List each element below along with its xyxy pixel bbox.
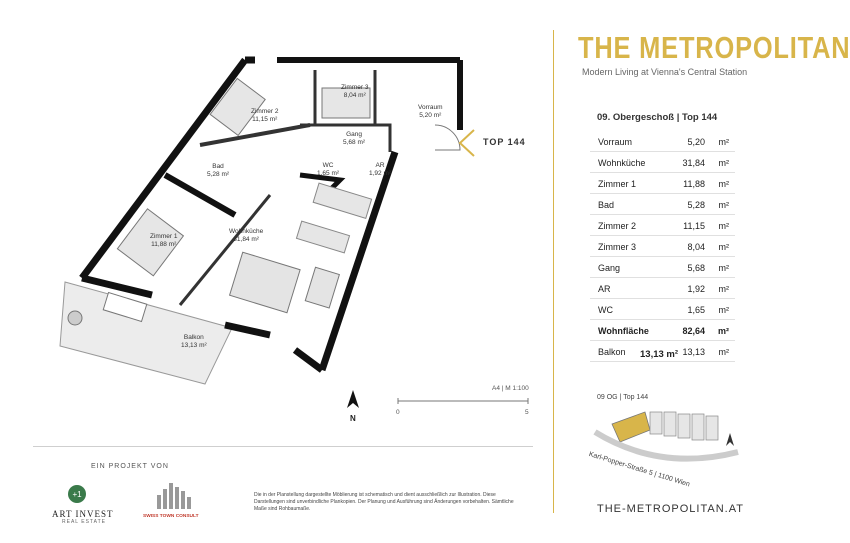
room-table	[590, 131, 735, 362]
table-row: AR 1,92 m²	[590, 278, 735, 299]
room-label-zimmer3: Zimmer 3 8,04 m²	[341, 84, 369, 99]
room-label-bad: Bad 5,28 m²	[207, 163, 230, 178]
dining-table	[305, 267, 339, 308]
site-label: 09 OG | Top 144	[597, 394, 649, 401]
kitchen-island	[296, 221, 349, 253]
room-label-vorraum: Vorraum 5,20 m²	[418, 104, 443, 119]
north-label: N	[350, 414, 356, 423]
table-row: Vorraum 5,20 m²	[590, 131, 735, 152]
north-arrow-icon	[344, 388, 362, 412]
table-row: WC 1,65 m²	[590, 299, 735, 320]
table-row: Zimmer 3 8,04 m²	[590, 236, 735, 257]
site-north-icon	[724, 432, 736, 448]
partner2-name: SWISS TOWN CONSULT	[143, 514, 199, 519]
art-invest-logo	[60, 483, 94, 505]
scale-bar	[396, 396, 536, 408]
projekt-label: EIN PROJEKT VON	[91, 463, 169, 470]
floor-plan	[40, 50, 480, 390]
brand-title: THE METROPOLITAN	[578, 30, 850, 65]
divider-line	[553, 30, 554, 513]
plant-icon	[68, 311, 82, 325]
table-row: Gang 5,68 m²	[590, 257, 735, 278]
swiss-town-consult-logo	[155, 481, 195, 511]
room-label-balkon: Balkon 13,13 m²	[181, 334, 207, 349]
street-label: Karl-Popper-Straße 5 | 1100 Wien	[587, 451, 691, 489]
partner1-name: ART INVEST	[52, 509, 114, 519]
brand-url[interactable]: THE-METROPOLITAN.AT	[597, 503, 744, 515]
table-row: Wohnküche 31,84 m²	[590, 152, 735, 173]
scale-label: A4 | M 1:100	[492, 385, 529, 392]
partner1-sub: REAL ESTATE	[62, 519, 106, 525]
disclaimer-text: Die in der Planstellung dargestellte Möblierung ist schematisch und dient ausschließlich zur Illustration. Diese Darstellungen sind unverbindliche Plankopien. Der Planung und Ausführung sind Änderungen vorbehalten. Sämtliche Maße sind Rohbaumaße.	[254, 492, 514, 512]
inner-wall-5	[165, 175, 235, 215]
room-label-gang: Gang 5,68 m²	[343, 131, 366, 146]
sofa	[230, 252, 301, 313]
unit-heading: 09. Obergeschoß | Top 144	[597, 112, 718, 123]
table-row: Zimmer 1 11,88 m²	[590, 173, 735, 194]
top-label: TOP 144	[483, 137, 526, 147]
room-label-zimmer1: Zimmer 1 11,88 m²	[150, 233, 178, 248]
table-row: Zimmer 2 11,15 m²	[590, 215, 735, 236]
outdoor-total: 13,13 m²	[640, 349, 679, 360]
entrance-arrow-icon	[456, 128, 478, 158]
svg-text:+1: +1	[72, 490, 82, 499]
room-label-zimmer2: Zimmer 2 11,15 m²	[251, 108, 279, 123]
inner-wall-4	[200, 125, 310, 145]
room-label-ar: AR 1,92 m²	[369, 162, 392, 177]
room-label-wc: WC 1,65 m²	[317, 162, 340, 177]
scale-start: 0	[396, 409, 400, 416]
scale-end: 5	[525, 409, 529, 416]
room-label-wohnkueche: Wohnküche 31,84 m²	[229, 228, 264, 243]
kitchen-counter	[313, 183, 371, 218]
brand-subtitle: Modern Living at Vienna's Central Station	[582, 67, 748, 77]
table-row-total: Wohnfläche 82,64 m²	[590, 320, 735, 341]
outer-wall-south2	[225, 325, 270, 335]
balcony-area	[60, 282, 232, 384]
table-row: Bad 5,28 m²	[590, 194, 735, 215]
footer-divider	[33, 446, 533, 447]
table-row: Balkon 13,13 m²	[590, 341, 735, 362]
outer-wall-south3	[295, 350, 322, 370]
bed-zimmer2	[210, 78, 265, 135]
